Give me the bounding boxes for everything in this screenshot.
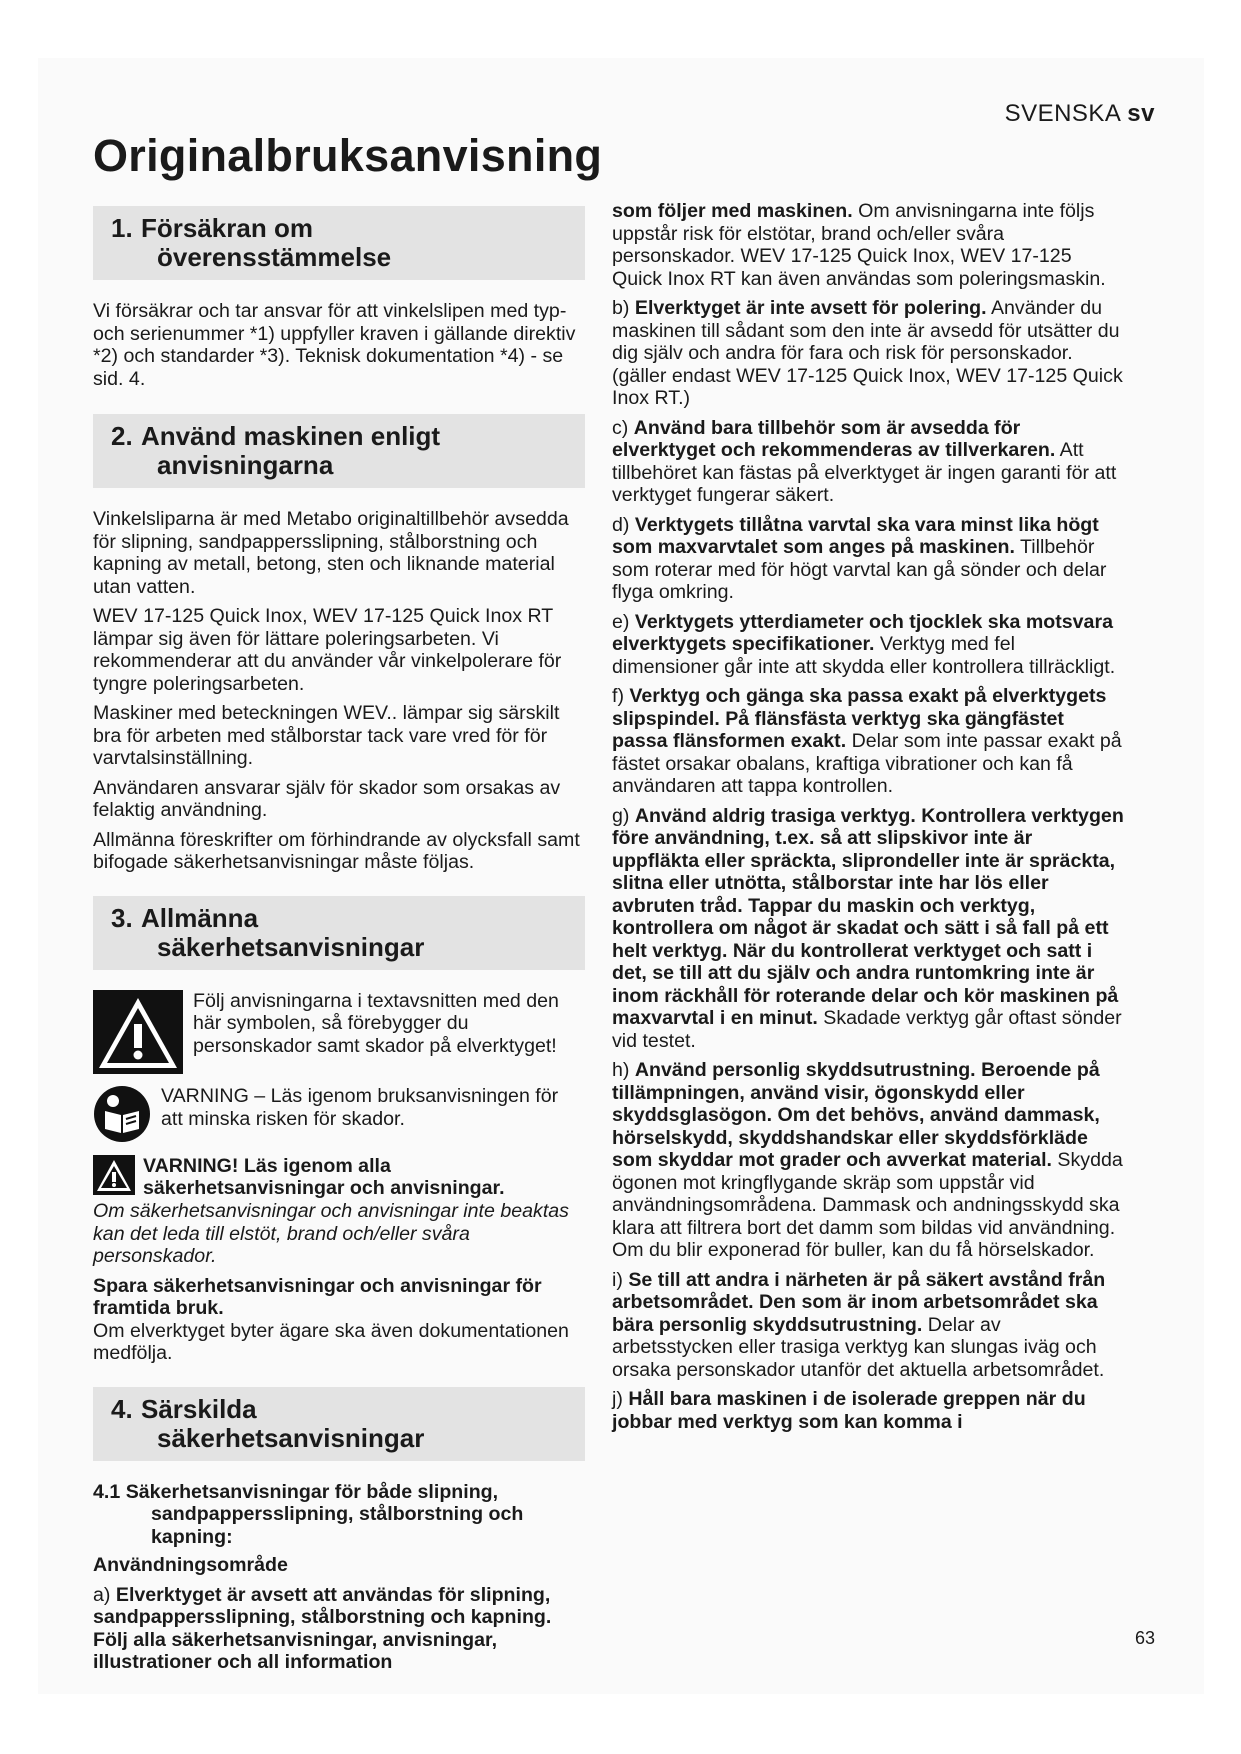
- item-b: b) Elverktyget är inte avsett för polering. Använder du maskinen till sådant som den inte är avsedd för utsätter du dig själv och andra för fara och risk för personskador. (gäller endast WEV 17-125 Quick Inox, WEV 17-125 Quick Inox RT.): [612, 297, 1123, 409]
- usage-paragraph: Vinkelsliparna är med Metabo originaltillbehör avsedda för slipning, sandpappersslipning, stålborstning och kapning av metall, betong, sten och liknande material utan vatten.: [93, 508, 569, 598]
- item-g: g) Använd aldrig trasiga verktyg. Kontrollera verktygen före användning, t.ex. så att slipskivor inte är uppfläkta eller spräckta, sliprondeller inte är spräckta, slitna eller utnötta, stålborstar inte har lös eller avbruten tråd. Tappar du maskin och verktyg, kontrollera om något är skadat och sätt i så fall på ett helt verktyg. När du kontrollerat verktyget och satt i det, se till att du själv och andra runtomkring inte är inom räckhåll för roterande delar och kör maskinen på maxvarvtal i en minut. Skadade verktyg går oftast sönder vid testet.: [612, 804, 1124, 1052]
- usage-paragraph: Användaren ansvarar själv för skador som orsakas av felaktig användning.: [93, 776, 561, 821]
- usage-paragraph: Allmänna föreskrifter om förhindrande av olycksfall samt bifogade säkerhetsanvisningar måste följas.: [93, 828, 580, 873]
- item-h: h) Använd personlig skyddsutrustning. Beroende på tillämpningen, använd visir, ögonskydd eller skyddsglasögon. Om det behövs, använd dammask, hörselskydd, skyddshandskar eller skyddsförkläde som skyddar mot grader och avverkat material. Skydda ögonen mot kringflygande skräp som uppstår vid användningsområdena. Dammask och andningsskydd ska klara att filtrera bort det damm som bildas vid användning. Om du blir exponerad för buller, kan du få hörselskador.: [612, 1059, 1123, 1261]
- warning-triangle-icon: [93, 990, 183, 1080]
- page-title: Originalbruksanvisning: [93, 130, 603, 181]
- usage-paragraph: Maskiner med beteckningen WEV.. lämpar sig särskilt bra för arbeten med stålborstar tack vare vred för för varvtalsinställning.: [93, 702, 560, 769]
- language-label: SVENSKA sv: [1004, 100, 1155, 127]
- warning-small-icon: [93, 1155, 135, 1201]
- read-manual-note: VARNING – Läs igenom bruksanvisningen för att minska risken för skador.: [93, 1085, 585, 1149]
- item-i: i) Se till att andra i närheten är på säkert avstånd från arbetsområdet. Den som är inom arbetsområdet ska bära personlig skyddsutrustning. Delar av arbetsstycken eller trasiga verktyg kan slungas iväg och orsaka personskador utanför det aktuella arbetsområdet.: [612, 1268, 1106, 1381]
- subsection-4-1-heading: 4.1 Säkerhetsanvisningar för både slipning, sandpappersslipning, stålborstning och kapning:: [93, 1480, 524, 1548]
- warning-consequence: Om säkerhetsanvisningar och anvisningar inte beaktas kan det leda till elstöt, brand och/eller svåra personskador.: [93, 1200, 569, 1267]
- item-a: a) Elverktyget är avsett att användas för slipning, sandpappersslipning, stålborstning och kapning. Följ alla säkerhetsanvisningar, anvisningar, illustrationer och all information: [93, 1583, 552, 1673]
- left-column: [93, 200, 585, 1681]
- section-heading-4: 4. Särskilda säkerhetsanvisningar: [93, 1387, 585, 1461]
- section-heading-1: 1. Försäkran om överensstämmelse: [93, 206, 585, 280]
- usage-area-heading: Användningsområde: [93, 1554, 288, 1576]
- right-column: [612, 200, 1124, 1440]
- read-manual-icon: [93, 1085, 151, 1149]
- owner-change-note: Om elverktyget byter ägare ska även dokumentationen medfölja.: [93, 1319, 569, 1364]
- declaration-text: Vi försäkrar och tar ansvar för att vinkelslipen med typ- och serienummer *1) uppfyller kraven i gällande direktiv *2) och standarder *3). Teknisk dokumentation *4) - se sid. 4.: [93, 300, 576, 390]
- warning-read-all: VARNING! Läs igenom alla säkerhetsanvisningar och anvisningar.: [93, 1155, 585, 1201]
- item-j: j) Håll bara maskinen i de isolerade greppen när du jobbar med verktyg som kan komma i: [612, 1388, 1086, 1433]
- item-f: f) Verktyg och gänga ska passa exakt på elverktygets slipspindel. På flänsfästa verktyg ska gängfästet passa flänsformen exakt. Delar som inte passar exakt på fästet orsakar obalans, kraftiga vibrationer och kan få användaren att tappa kontrollen.: [612, 685, 1122, 797]
- item-c: c) Använd bara tillbehör som är avsedda för elverktyget och rekommenderas av tillverkaren. Att tillbehöret kan fästas på elverktyget är ingen garanti för att verktyget fungerar säkert.: [612, 416, 1117, 506]
- save-instructions: Spara säkerhetsanvisningar och anvisningar för framtida bruk.: [93, 1274, 542, 1319]
- item-d: d) Verktygets tillåtna varvtal ska vara minst lika högt som maxvarvtalet som anges på maskinen. Tillbehör som roterar med för högt varvtal kan gå sönder och delar flyga omkring.: [612, 513, 1107, 603]
- item-a-continued: som följer med maskinen. Om anvisningarna inte följs uppstår risk för elstötar, brand och/eller svåra personskador. WEV 17-125 Quick Inox, WEV 17-125 Quick Inox RT kan även användas som poleringsmaskin.: [612, 200, 1106, 290]
- section-heading-2: 2. Använd maskinen enligt anvisningarna: [93, 414, 585, 488]
- section-heading-3: 3. Allmänna säkerhetsanvisningar: [93, 896, 585, 970]
- page-number: 63: [1134, 1628, 1155, 1648]
- warning-symbol-note: Följ anvisningarna i textavsnitten med den här symbolen, så förebygger du personskador samt skador på elverktyget!: [93, 990, 585, 1080]
- usage-paragraph: WEV 17-125 Quick Inox, WEV 17-125 Quick Inox RT lämpar sig även för lättare poleringsarbeten. Vi rekommenderar att du använder vår vinkelpolerare för tyngre poleringsarbeten.: [93, 605, 562, 695]
- item-e: e) Verktygets ytterdiameter och tjocklek ska motsvara elverktygets specifikationer. Verktyg med fel dimensioner går inte att skydda eller kontrollera tillräckligt.: [612, 610, 1116, 678]
